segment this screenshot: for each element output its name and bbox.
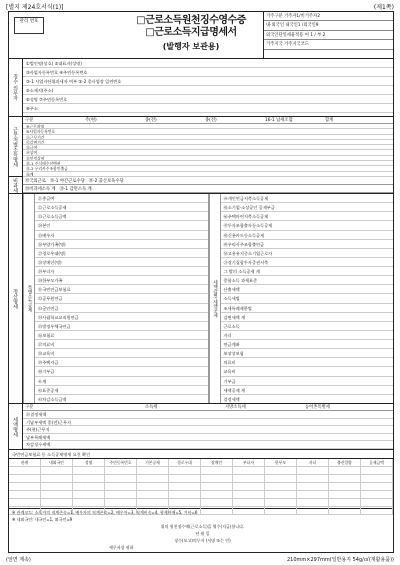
- calc-right-line: ㊿고용유지중소기업근로자: [221, 249, 394, 258]
- dependents-cell: [73, 475, 105, 483]
- dependents-cell: [297, 499, 329, 507]
- dependents-cell: [329, 467, 361, 475]
- nontax-item: ⑱국외근로: [25, 178, 46, 184]
- title-line-2: □근로소득지급명세서: [145, 27, 237, 38]
- tax-detail-row: 주(현)근무지: [23, 426, 393, 434]
- dependents-header-cell: 출산입양: [329, 459, 361, 467]
- work-header: 16-1 납세조합: [265, 118, 293, 123]
- calc-cols: [23, 194, 393, 403]
- residence-box: [263, 12, 393, 59]
- work-header: 구분: [25, 118, 34, 123]
- calc-left-line: ㉝군인연금: [35, 304, 208, 313]
- dependents-cell: [73, 483, 105, 491]
- tax-detail-header-row: [23, 404, 393, 411]
- calc-left-line: ㊷표준공제: [35, 386, 208, 395]
- title-subtitle: (발행자 보관용): [162, 42, 220, 51]
- tax-credit-label: 세액감면·세액공제: [209, 194, 221, 403]
- calc-right-line: ㉑장기집합투자증권저축: [221, 258, 394, 267]
- calc-left-line: ㉓근로소득금액: [35, 212, 208, 221]
- dependents-header-cell: 한부모: [265, 459, 297, 467]
- dependents-cell: [105, 475, 137, 483]
- work-row: ⑮-1 주식매수선택권: [23, 161, 393, 166]
- work-row: ⑬급여: [23, 145, 393, 150]
- dependents-header-cell: 경로우대: [169, 459, 201, 467]
- calc-left-line: ㉘장애인(명): [35, 258, 208, 267]
- calc-right-line: 결정세액: [221, 395, 394, 403]
- tax-detail-section: [9, 404, 393, 450]
- dependents-cell: [297, 475, 329, 483]
- work-header-row: [23, 117, 393, 124]
- calc-left-line: ㉕배우자: [35, 231, 208, 240]
- calc-right-line: ㊾우리사주조합출연금: [221, 240, 394, 249]
- calc-right-lines: [221, 194, 394, 403]
- calc-right-line: ㊼투자조합출자등소득공제: [221, 221, 394, 230]
- dependents-cell: [265, 467, 297, 475]
- calc-left-line: ㉚한부모가족: [35, 276, 208, 285]
- dependents-cell: [169, 467, 201, 475]
- dependents-cell: [265, 491, 297, 499]
- dependents-cell: [329, 475, 361, 483]
- dependents-cell: [361, 483, 393, 491]
- title-line-1: □근로소득원천징수영수증: [136, 15, 246, 26]
- tax-detail-header: 구분: [25, 405, 34, 410]
- side-row: 거주구분 거주자1/비거주자2: [264, 12, 393, 21]
- calc-left-line: ㉛국민연금보험료: [35, 285, 208, 294]
- dependents-cell: [265, 483, 297, 491]
- dependents-cell: [329, 491, 361, 499]
- dependents-cell: [265, 499, 297, 507]
- dependents-cell: [41, 467, 73, 475]
- dependents-cell: [41, 491, 73, 499]
- dependents-cell: [329, 499, 361, 507]
- dependents-cell: [265, 475, 297, 483]
- nontax-item: ⑱-2 출산보육수당: [88, 178, 124, 184]
- tax-detail-row: ㊲결정세액: [23, 411, 393, 419]
- calc-right-line: 감면세액 계: [221, 313, 394, 322]
- dependents-cell: [137, 475, 169, 483]
- work-row: ⑮-2 우리사주조합인출금: [23, 166, 393, 171]
- dependents-cell: [201, 499, 233, 507]
- dependents-cell: [169, 499, 201, 507]
- calc-right-col: [209, 194, 394, 403]
- calc-left-line: ㉖부양가족(명): [35, 240, 208, 249]
- note-line: 년 월 일: [195, 531, 210, 536]
- dependents-cell: [105, 491, 137, 499]
- nontax-section: [9, 177, 393, 194]
- tax-detail-header: 소득세: [145, 405, 158, 410]
- dependents-cell: [233, 467, 265, 475]
- dependents-cell: [105, 499, 137, 507]
- work-row: ⑫감면기간: [23, 140, 393, 145]
- work-row: ⑪근무기간: [23, 135, 393, 140]
- tax-detail-row: 기납부세액 종(전)근무지: [23, 419, 393, 427]
- work-header: 합계: [325, 118, 334, 123]
- calc-left-line: ㉔본인: [35, 221, 208, 230]
- nontax-item: ⑳-1 감면소득 계: [59, 186, 92, 192]
- calc-right-line: ㊻주택마련저축소득공제: [221, 212, 394, 221]
- side-row: 외국인단일세율적용 여 1 / 부 2: [264, 31, 393, 40]
- calc-right-line: ㊺소기업·소상공인 공제부금: [221, 203, 394, 212]
- work-row: ⑭상여: [23, 150, 393, 155]
- dependents-cell: [137, 499, 169, 507]
- work-label: 근무처별소득명세: [9, 117, 23, 176]
- calc-left-line: ㊵기부금: [35, 367, 208, 376]
- confirm-text: 국민연금보험료 등 소득공제명세 요건 확인: [12, 452, 91, 457]
- dependents-header-cell: 공제금액: [361, 459, 393, 467]
- dependents-cell: [169, 491, 201, 499]
- work-grid: [23, 117, 393, 176]
- work-row: ⑯계: [23, 172, 393, 177]
- dependents-cell: [137, 467, 169, 475]
- dependents-cell: [9, 483, 41, 491]
- dependents-cell: [105, 467, 137, 475]
- form-title: [117, 15, 265, 52]
- dependents-cell: [73, 499, 105, 507]
- calc-left-line: ㉙부녀자: [35, 267, 208, 276]
- page-footer: [6, 556, 394, 563]
- calc-left-line: ㉟별정우체국연금: [35, 322, 208, 331]
- nontax-rows: [23, 177, 393, 193]
- calc-left-line: ㊸차감소득금액: [35, 395, 208, 403]
- nontax-item: ⑱-1 야간근로수당: [49, 178, 85, 184]
- work-rows: [23, 124, 393, 177]
- nontax-row-2: [23, 185, 393, 193]
- tax-detail-grid: [23, 404, 393, 449]
- dependents-cell: [169, 475, 201, 483]
- dependents-cell: [9, 475, 41, 483]
- dependents-cell: [201, 491, 233, 499]
- dependents-cell: [9, 491, 41, 499]
- tax-form: [8, 11, 394, 553]
- work-row: ⑩사업자등록번호: [23, 129, 393, 134]
- dependents-cell: [329, 483, 361, 491]
- calc-left-line: ㊴주택자금: [35, 358, 208, 367]
- dependents-cell: [297, 483, 329, 491]
- dependents-cell: [9, 467, 41, 475]
- side-row: 거주지국 거주지국코드: [264, 40, 393, 49]
- calc-left-line: ㉑총급여: [35, 194, 208, 203]
- dependents-cell: [361, 491, 393, 499]
- note-line: 세무서장 귀하: [109, 545, 134, 550]
- dependents-cell: [41, 499, 73, 507]
- note-line: 위의 원천징수액(근로소득)을 영수(지급)합니다.: [160, 524, 245, 529]
- notes-section: [9, 509, 393, 554]
- confirm-section: [9, 450, 393, 459]
- dependents-cell: [41, 475, 73, 483]
- calc-left-line: ㉒근로소득공제: [35, 203, 208, 212]
- identity-row: ⑧주소: [23, 104, 393, 113]
- dependents-header-cell: 부녀자: [233, 459, 265, 467]
- tax-detail-header: 지방소득세: [225, 405, 246, 410]
- calc-right-line: 조세특례제한법: [221, 304, 394, 313]
- dependents-cell: [41, 483, 73, 491]
- form-reference-line: [6, 2, 394, 10]
- dependents-cell: [105, 483, 137, 491]
- calc-left-line: ㊳교육비: [35, 349, 208, 358]
- dependents-cell: [9, 499, 41, 507]
- calc-right-line: 자녀: [221, 331, 394, 340]
- dependents-cell: [201, 483, 233, 491]
- nontax-label: 비과세: [9, 177, 23, 193]
- calc-left-line: ㊲의료비: [35, 340, 208, 349]
- dependents-header-cell: 장애인: [201, 459, 233, 467]
- dependents-cell: [169, 483, 201, 491]
- dependents-cell: [233, 483, 265, 491]
- calc-right-line: 연금계좌: [221, 340, 394, 349]
- nontax-row-1: [23, 177, 393, 185]
- dependents-header-cell: 내외국인: [41, 459, 73, 467]
- dependents-cell: [297, 467, 329, 475]
- note-line: 징수(보고)의무자 (서명 또는 인): [174, 538, 231, 543]
- calc-grid: [23, 194, 393, 403]
- calc-left-col: [23, 194, 209, 403]
- calc-right-line: 그 밖의 소득공제 계: [221, 267, 394, 276]
- identity-row: ⑥성명 ⑦주민등록번호: [23, 95, 393, 104]
- calc-right-line: 보장성보험: [221, 349, 394, 358]
- work-header: 주(현): [85, 118, 97, 123]
- calc-right-line: 교육비: [221, 367, 394, 376]
- work-header: 종(전): [145, 118, 157, 123]
- dependents-header-cell: 주민등록번호: [105, 459, 137, 467]
- dependents-cell: [361, 467, 393, 475]
- calc-left-line: ㉜공무원연금: [35, 294, 208, 303]
- calc-right-line: 근로소득: [221, 322, 394, 331]
- management-number-box: [14, 17, 44, 34]
- dependents-header-cell: 성명: [73, 459, 105, 467]
- dependents-cell: [73, 491, 105, 499]
- calc-left-line: ㊶계: [35, 377, 208, 386]
- nontax-item: ⑳비과세소득 계: [25, 186, 56, 192]
- calc-right-line: 산출세액: [221, 285, 394, 294]
- form-header: [9, 12, 393, 59]
- identity-row: ⑤소재지(주소): [23, 86, 393, 95]
- note-line: ※ 관계코드: 소득자의 직계존속=1, 배우자의 직계존속=2, 배우자=3, 직계비속=4, 형제자매=5, 기타=6: [12, 510, 198, 515]
- calc-right-line: 소득세법: [221, 294, 394, 303]
- dependents-cell: [233, 499, 265, 507]
- dependents-cell: [297, 491, 329, 499]
- dependents-grid: [9, 459, 393, 515]
- identity-row: ③사업자등록번호 ④주민등록번호: [23, 68, 393, 77]
- calc-left-lines: [35, 194, 208, 403]
- calc-section: [9, 194, 393, 404]
- calc-left-line: ㊱보험료: [35, 331, 208, 340]
- calc-left-line: ㉞사립학교교직원연금: [35, 313, 208, 322]
- dependents-cell: [137, 491, 169, 499]
- work-section: [9, 117, 393, 177]
- work-row: ⑨근무처명: [23, 124, 393, 129]
- dependents-cell: [233, 491, 265, 499]
- work-header: 종(전): [205, 118, 217, 123]
- dependents-header-cell: 기본공제: [137, 459, 169, 467]
- identity-row: ③-1 사업자단위과세자 여부 ③-2 종사업장 일련번호: [23, 77, 393, 86]
- calc-right-line: 세액공제 계: [221, 386, 394, 395]
- tax-detail-row: 납부특례세액: [23, 434, 393, 442]
- calc-left-line: ㉗경로우대(명): [35, 249, 208, 258]
- calc-right-line: 기부금: [221, 377, 394, 386]
- tax-detail-label: 세액명세: [9, 404, 23, 449]
- dependents-cell: [361, 499, 393, 507]
- dependents-section: [9, 459, 393, 509]
- calc-right-line: ㊹개인연금저축소득공제: [221, 194, 394, 203]
- management-label: 관리 번호: [19, 19, 39, 24]
- side-row: 내·외국인 내국인1 /외국인9: [264, 21, 393, 30]
- tax-detail-header: 농어촌특별세: [305, 405, 330, 410]
- special-deduction-label: 특별소득공제: [23, 194, 35, 403]
- dependents-cell: [137, 483, 169, 491]
- page-ref: (제1쪽): [373, 4, 394, 11]
- identity-label: 징수 의무자: [9, 59, 23, 116]
- dependents-cell: [201, 475, 233, 483]
- calc-right-line: ㊽신용카드등소득공제: [221, 231, 394, 240]
- form-ref: [별지 제24호서식(1)]: [6, 4, 64, 11]
- identity-row: ①법인명(상호) ②대표자(성명): [23, 59, 393, 68]
- identity-section: [9, 59, 393, 117]
- dependents-cell: [201, 467, 233, 475]
- dependents-cell: [361, 475, 393, 483]
- dependents-header-cell: 자녀: [297, 459, 329, 467]
- dependents-header-cell: 관계: [9, 459, 41, 467]
- calc-right-line: 의료비: [221, 358, 394, 367]
- dependents-cell: [233, 475, 265, 483]
- note-line: ※ 내외국인: 내국인=1, 외국인=9: [12, 517, 73, 522]
- calc-label: 정산명세: [9, 194, 23, 403]
- tax-detail-rows: [23, 411, 393, 449]
- tax-detail-row: 차감징수세액: [23, 441, 393, 449]
- footer-right: 210mm×297mm(일반용지 54g/㎡(재활용품)): [286, 557, 394, 563]
- calc-right-line: 종합소득 과세표준: [221, 276, 394, 285]
- dependents-cell: [73, 467, 105, 475]
- identity-rows: [23, 59, 393, 116]
- work-row: ⑮인정상여: [23, 156, 393, 161]
- footer-left: (앞면 계속): [6, 557, 31, 563]
